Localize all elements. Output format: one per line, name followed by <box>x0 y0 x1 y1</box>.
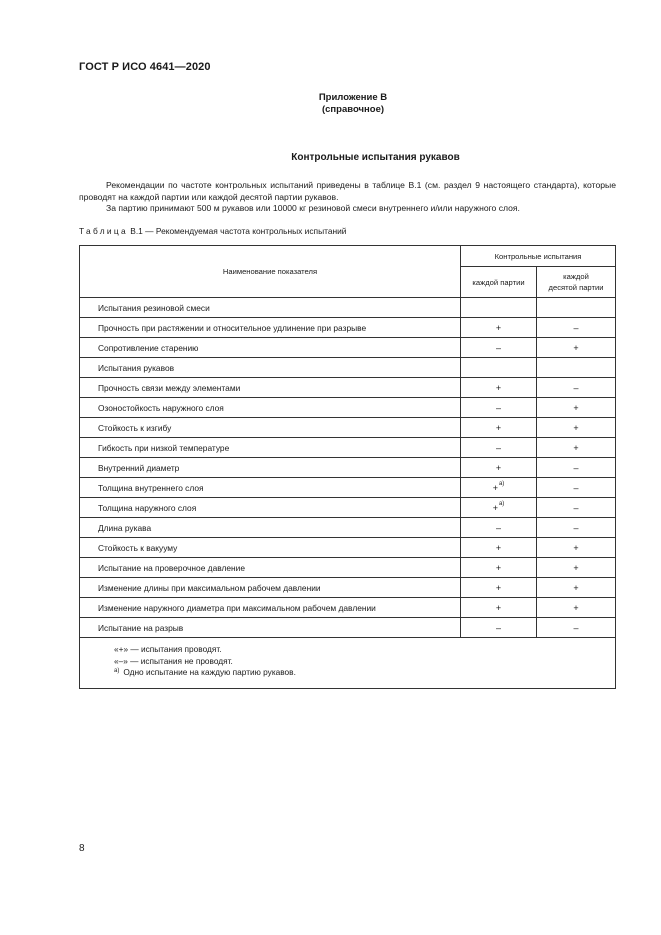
row-each: – <box>461 338 537 358</box>
note-footnote <box>114 667 615 679</box>
row-name: Внутренний диаметр <box>80 458 461 478</box>
row-tenth: + <box>537 418 616 438</box>
row-each: + <box>461 418 537 438</box>
table-notes-row <box>80 638 616 689</box>
row-each-value: + <box>492 502 498 513</box>
table-row <box>80 458 616 478</box>
row-name: Толщина внутреннего слоя <box>80 478 461 498</box>
footnote-ref: а) <box>498 500 505 507</box>
row-tenth: + <box>537 578 616 598</box>
row-name: Озоностойкость наружного слоя <box>80 398 461 418</box>
row-each: – <box>461 398 537 418</box>
row-name: Сопротивление старению <box>80 338 461 358</box>
row-tenth: – <box>537 518 616 538</box>
header-control-tests: Контрольные испытания <box>461 246 616 267</box>
footnote-mark: а) <box>114 668 120 674</box>
table-notes <box>80 638 616 689</box>
annex-type: (справочное) <box>321 104 385 115</box>
table-row-section <box>80 298 616 318</box>
row-tenth: – <box>537 618 616 638</box>
table-row <box>80 438 616 458</box>
table-row <box>80 618 616 638</box>
note-plus: «+» — испытания проводят. <box>114 644 222 654</box>
header-tenth-line1: каждой <box>563 272 589 281</box>
row-name: Испытание на проверочное давление <box>80 558 461 578</box>
row-tenth: – <box>537 458 616 478</box>
row-tenth <box>537 298 616 318</box>
footnote-text: Одно испытание на каждую партию рукавов. <box>123 667 296 677</box>
row-name: Толщина наружного слоя <box>80 498 461 518</box>
row-each-with-note <box>461 498 537 518</box>
row-tenth: – <box>537 498 616 518</box>
row-each: – <box>461 438 537 458</box>
row-name: Испытания резиновой смеси <box>80 298 461 318</box>
table-row <box>80 538 616 558</box>
row-name: Прочность связи между элементами <box>80 378 461 398</box>
row-name: Изменение длины при максимальном рабочем давлении <box>80 578 461 598</box>
row-each: + <box>461 578 537 598</box>
test-frequency-table <box>79 245 616 689</box>
row-name: Испытание на разрыв <box>80 618 461 638</box>
paragraph-batch-definition: За партию принимают 500 м рукавов или 10000 кг резиновой смеси внутреннего и/или наружного слоя. <box>106 203 520 213</box>
row-name: Стойкость к изгибу <box>80 418 461 438</box>
row-name: Изменение наружного диаметра при максимальном рабочем давлении <box>80 598 461 618</box>
table-row <box>80 398 616 418</box>
row-tenth: – <box>537 478 616 498</box>
annex-title: Приложение В <box>318 92 388 103</box>
table-row <box>80 318 616 338</box>
row-each: + <box>461 558 537 578</box>
page-number: 8 <box>79 843 85 854</box>
footnote-ref: а) <box>498 480 505 487</box>
row-name: Гибкость при низкой температуре <box>80 438 461 458</box>
row-tenth: – <box>537 318 616 338</box>
table-row <box>80 338 616 358</box>
row-tenth: + <box>537 338 616 358</box>
row-name: Испытания рукавов <box>80 358 461 378</box>
paragraph-recommendations: Рекомендации по частоте контрольных испытаний приведены в таблице В.1 (см. раздел 9 настоящего стандарта), которые проводят на каждой партии или каждой десятой партии рукавов. <box>79 180 616 202</box>
section-heading: Контрольные испытания рукавов <box>291 152 460 163</box>
row-each: – <box>461 618 537 638</box>
table-caption <box>79 226 346 236</box>
header-each-batch: каждой партии <box>461 267 537 298</box>
row-each: + <box>461 538 537 558</box>
note-minus: «–» — испытания не проводят. <box>114 655 233 666</box>
table-row <box>80 558 616 578</box>
header-tenth-line2: десятой партии <box>548 283 604 292</box>
table-caption-prefix: Таблица <box>79 226 128 236</box>
row-each-value: + <box>492 482 498 493</box>
row-each: + <box>461 318 537 338</box>
row-name: Длина рукава <box>80 518 461 538</box>
header-indicator-name: Наименование показателя <box>80 246 461 298</box>
row-each <box>461 298 537 318</box>
row-name: Прочность при растяжении и относительное удлинение при разрыве <box>80 318 461 338</box>
row-each: + <box>461 458 537 478</box>
row-name: Стойкость к вакууму <box>80 538 461 558</box>
row-each: + <box>461 378 537 398</box>
row-each <box>461 358 537 378</box>
table-caption-text: В.1 — Рекомендуемая частота контрольных испытаний <box>127 226 347 236</box>
row-tenth: + <box>537 438 616 458</box>
table-row <box>80 418 616 438</box>
table-row <box>80 598 616 618</box>
row-tenth: + <box>537 398 616 418</box>
row-each-with-note <box>461 478 537 498</box>
row-each: – <box>461 518 537 538</box>
row-tenth: + <box>537 538 616 558</box>
annex-title-block <box>0 92 661 116</box>
table-row-section <box>80 358 616 378</box>
table-row <box>80 478 616 498</box>
row-tenth: + <box>537 558 616 578</box>
standard-designation: ГОСТ Р ИСО 4641—2020 <box>79 61 211 73</box>
table-row <box>80 518 616 538</box>
row-each: + <box>461 598 537 618</box>
header-tenth-batch <box>537 267 616 298</box>
table-row <box>80 498 616 518</box>
row-tenth <box>537 358 616 378</box>
table-row <box>80 378 616 398</box>
row-tenth: – <box>537 378 616 398</box>
row-tenth: + <box>537 598 616 618</box>
table-row <box>80 578 616 598</box>
